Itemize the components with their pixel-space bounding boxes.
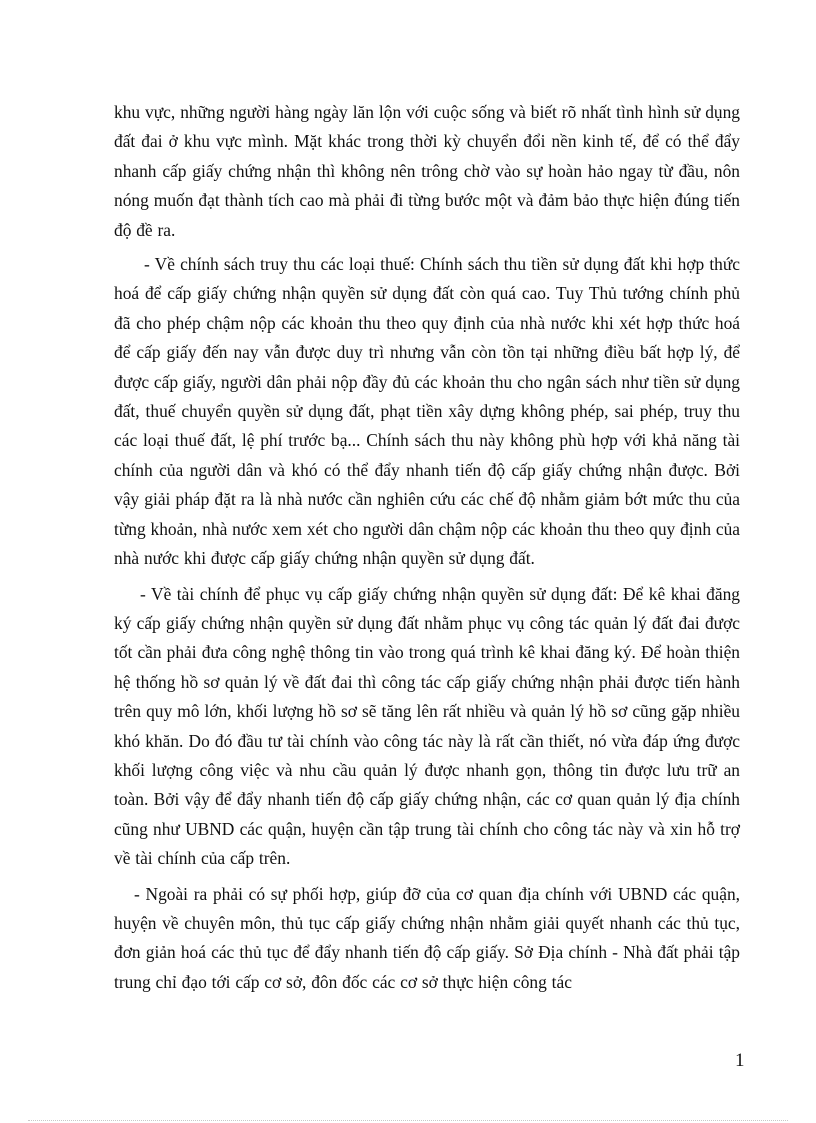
page-number: 1	[735, 1050, 745, 1071]
body-text	[114, 98, 740, 997]
paragraph-2: - Về chính sách truy thu các loại thuế: Chính sách thu tiền sử dụng đất khi hợp thức hoá để cấp giấy chứng nhận quyền sử dụng đất còn quá cao. Tuy Thủ tướng chính phủ đã cho phép chậm nộp các khoản thu theo quy định của nhà nước khi xét hợp thức hoá để cấp giấy đến nay vẫn được duy trì nhưng vẫn còn tồn tại những điều bất hợp lý, để được cấp giấy, người dân phải nộp đầy đủ các khoản thu cho ngân sách như tiền sử dụng đất, thuế chuyển quyền sử dụng đất, phạt tiền xây dựng không phép, sai phép, truy thu các loại thuế đất, lệ phí trước bạ... Chính sách thu này không phù hợp với khả năng tài chính của người dân và khó có thể đẩy nhanh tiến độ cấp giấy chứng nhận được. Bởi vậy giải pháp đặt ra là nhà nước cần nghiên cứu các chế độ nhằm giảm bớt mức thu của từng khoản, nhà nước xem xét cho người dân chậm nộp các khoản thu theo quy định của nhà nước khi được cấp giấy chứng nhận quyền sử dụng đất.	[114, 254, 741, 569]
paragraph-1: khu vực, những người hàng ngày lăn lộn với cuộc sống và biết rõ nhất tình hình sử dụng đất đai ở khu vực mình. Mặt khác trong thời kỳ chuyển đổi nền kinh tế, để có thể đẩy nhanh cấp giấy chứng nhận thì không nên trông chờ vào sự hoàn hảo ngay từ đầu, nôn nóng muốn đạt thành tích cao mà phải đi từng bước một và đảm bảo thực hiện đúng tiến độ đề ra.	[114, 102, 740, 240]
paragraph-4: - Ngoài ra phải có sự phối hợp, giúp đỡ của cơ quan địa chính với UBND các quận, huyện về chuyên môn, thủ tục cấp giấy chứng nhận nhằm giải quyết nhanh các thủ tục, đơn giản hoá các thủ tục để đẩy nhanh tiến độ cấp giấy. Sở Địa chính - Nhà đất phải tập trung chỉ đạo tới cấp cơ sở, đôn đốc các cơ sở thực hiện công tác	[114, 883, 740, 992]
footer-divider	[28, 1120, 788, 1121]
paragraph-3: - Về tài chính để phục vụ cấp giấy chứng nhận quyền sử dụng đất: Để kê khai đăng ký cấp giấy chứng nhận quyền sử dụng đất nhằm phục vụ công tác quản lý đất đai được tốt cần phải đưa công nghệ thông tin vào trong quá trình kê khai đăng ký. Để hoàn thiện hệ thống hồ sơ quản lý về đất đai thì công tác cấp giấy chứng nhận phải được tiến hành trên quy mô lớn, khối lượng hồ sơ sẽ tăng lên rất nhiều và quản lý hồ sơ cũng gặp nhiều khó khăn. Do đó đầu tư tài chính vào công tác này là rất cần thiết, nó vừa đáp ứng được khối lượng công việc và nhu cầu quản lý được nhanh gọn, thông tin được lưu trữ an toàn. Bởi vậy để đẩy nhanh tiến độ cấp giấy chứng nhận, các cơ quan quản lý địa chính cũng như UBND các quận, huyện cần tập trung tài chính cho công tác này và xin hỗ trợ về tài chính của cấp trên.	[114, 583, 740, 869]
